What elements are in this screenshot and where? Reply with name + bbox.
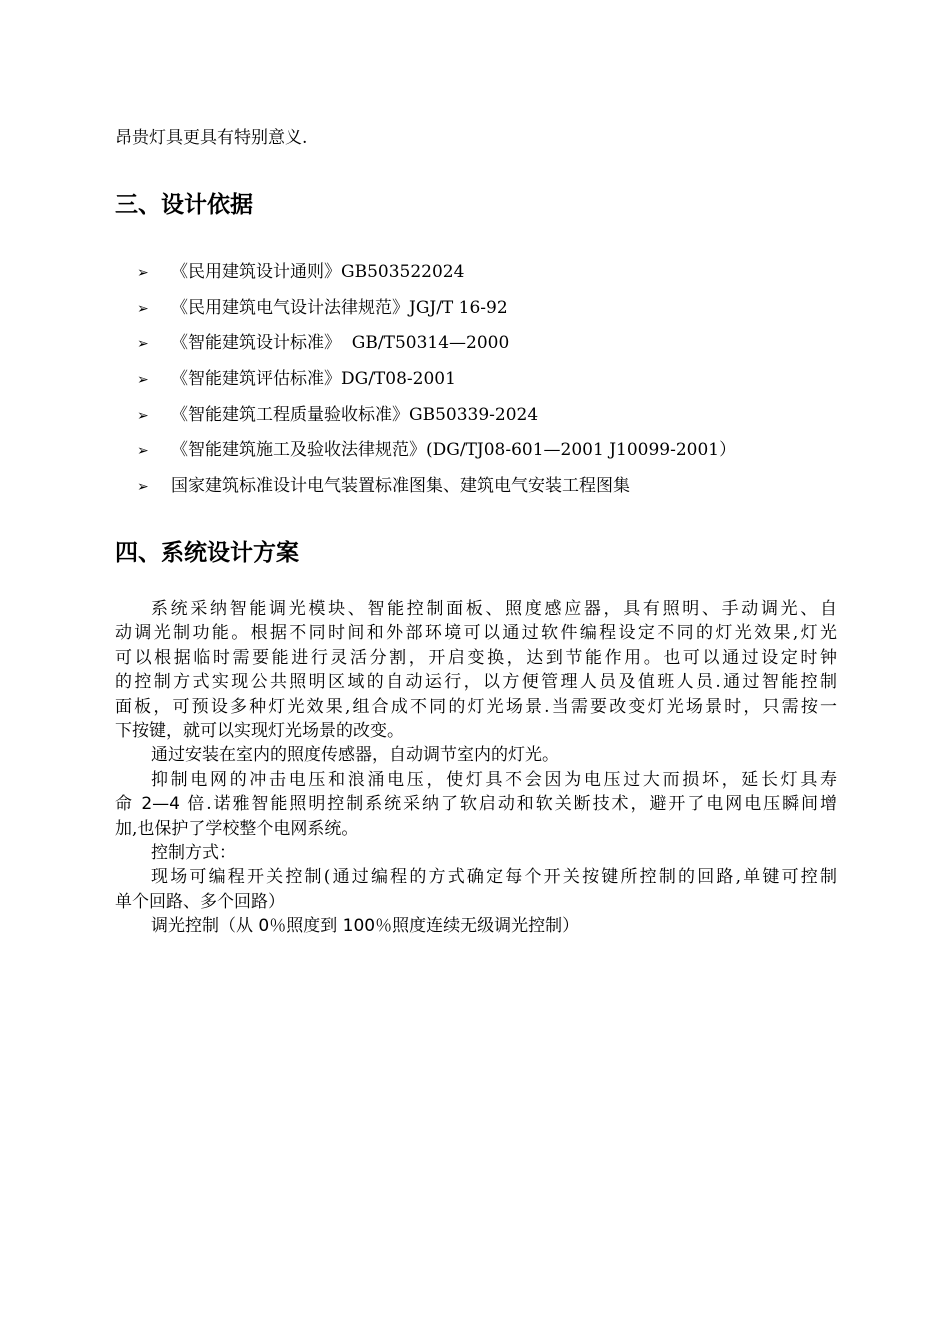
paragraph-surge-protection [115, 768, 837, 841]
paragraph-line: 下按键，就可以实现灯光场景的改变。 [115, 721, 404, 742]
paragraph-control-methods: 控制方式： [151, 843, 236, 864]
reference-text: 《智能建筑评估标准》DG/T08-2001 [171, 369, 456, 390]
lifespan-multiplier: 2—4 [141, 794, 180, 815]
paragraph-dimming-control [115, 914, 837, 938]
paragraph-line: 抑制电网的冲击电压和浪涌电压，使灯具不会因为电压过大而损坏，延长灯具寿 [151, 769, 837, 790]
paragraph-line: 系统采纳智能调光模块、智能控制面板、照度感应器，具有照明、手动调光、自 [151, 599, 837, 619]
reference-text: 《民用建筑电气设计法律规范》JGJ/T 16-92 [171, 297, 508, 318]
dimming-to-value: 100 [342, 916, 376, 937]
intro-text: 昂贵灯具更具有特别意义. [115, 128, 308, 148]
arrow-bullet-icon: ➢ [137, 336, 149, 353]
text-fragment: 倍.诺雅智能照明控制系统采纳了软启动和软关断技术，避开了电网电压瞬间增 [179, 794, 838, 815]
paragraph-line: 面板，可预设多种灯光效果,组合成不同的灯光场景.当需要改变灯光场景时，只需按一 [115, 696, 837, 717]
body-text-block [115, 597, 837, 939]
arrow-bullet-icon: ➢ [137, 300, 149, 317]
section-heading-system-design: 四、系统设计方案 [115, 540, 299, 566]
reference-text: 《智能建筑工程质量验收标准》GB50339-2024 [171, 404, 539, 425]
paragraph-line: 单个回路、多个回路） [115, 891, 285, 912]
text-fragment: ％照度连续无级调光控制） [375, 916, 580, 937]
paragraph-light-sensor: 通过安装在室内的照度传感器，自动调节室内的灯光。 [151, 745, 559, 766]
text-fragment: 调光控制（从 [151, 916, 259, 937]
paragraph-line: 的控制方式实现公共照明区域的自动运行，以方便管理人员及值班人员.通过智能控制 [115, 672, 837, 693]
text-fragment: 命 [115, 794, 142, 815]
arrow-bullet-icon: ➢ [137, 443, 149, 460]
reference-text: 《智能建筑设计标准》 GB/T50314—2000 [171, 333, 510, 354]
arrow-bullet-icon: ➢ [137, 407, 149, 424]
paragraph-line [115, 792, 837, 816]
paragraph-line: 加,也保护了学校整个电网系统。 [115, 818, 359, 839]
paragraph-line: 动调光制功能。根据不同时间和外部环境可以通过软件编程设定不同的灯光效果,灯光 [115, 623, 837, 644]
paragraph-line: 可以根据临时需要能进行灵活分割，开启变换，达到节能作用。也可以通过设定时钟 [115, 647, 837, 668]
arrow-bullet-icon: ➢ [137, 479, 149, 496]
reference-text: 《民用建筑设计通则》GB503522024 [171, 262, 465, 282]
reference-text: 国家建筑标准设计电气装置标准图集、建筑电气安装工程图集 [171, 476, 630, 497]
reference-text: 《智能建筑施工及验收法律规范》(DG/TJ08-601—2001 J10099-2001） [171, 440, 737, 461]
paragraph-switch-control [115, 865, 837, 914]
dimming-from-value: 0 [258, 916, 270, 937]
arrow-bullet-icon: ➢ [137, 372, 149, 389]
text-fragment: ％照度到 [269, 916, 343, 937]
paragraph-system-overview [115, 597, 837, 743]
arrow-bullet-icon: ➢ [137, 265, 149, 281]
section-heading-design-basis: 三、设计依据 [115, 192, 253, 218]
paragraph-line: 现场可编程开关控制(通过编程的方式确定每个开关按键所控制的回路,单键可控制 [151, 867, 837, 888]
